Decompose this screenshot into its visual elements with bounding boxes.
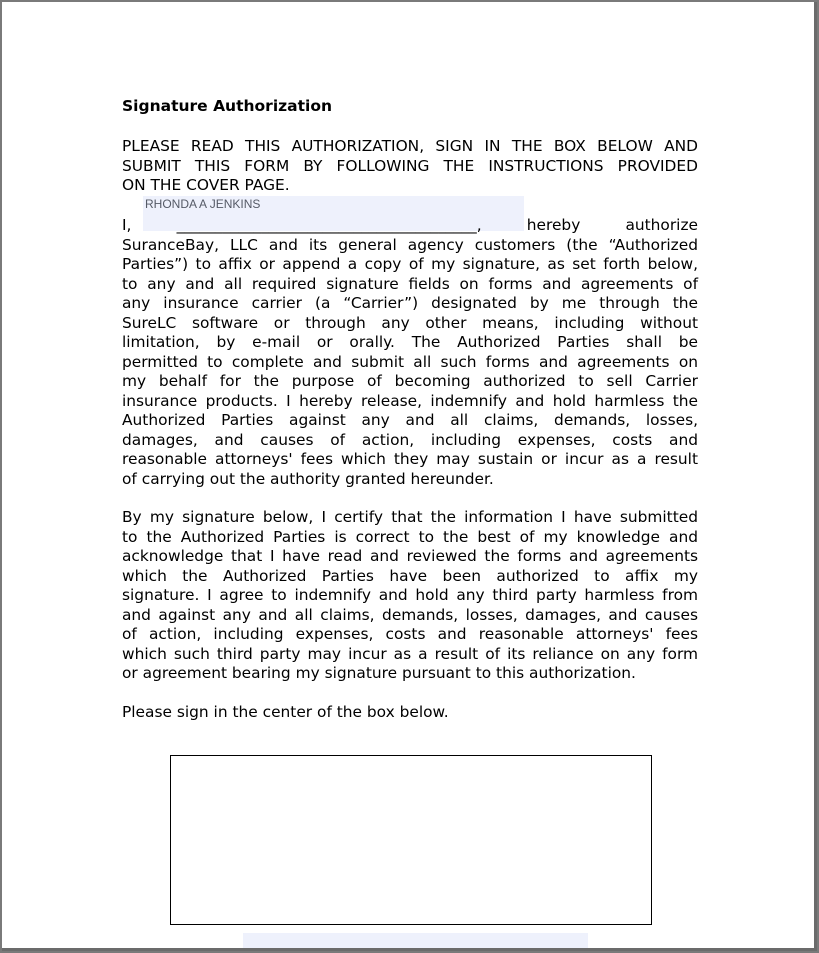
- text-line: SUBMIT THIS FORM BY FOLLOWING THE INSTRUCTIONS PROVIDED: [122, 156, 698, 175]
- text-line: Parties”) to affix or append a copy of my signature, as set forth below,: [122, 255, 698, 273]
- signature-box[interactable]: [170, 755, 652, 925]
- text-line: SureLC software or through any other means, including without: [122, 313, 698, 332]
- text-line: SuranceBay, LLC and its general agency customers (the “Authorized: [122, 235, 698, 254]
- text-line: which such third party may incur as a result of its reliance on any form: [122, 644, 698, 663]
- text-line: signature. I agree to indemnify and hold any third party harmless from: [122, 586, 698, 604]
- text-line: limitation, by e-mail or orally. The Authorized Parties shall be: [122, 333, 698, 351]
- text-line: my behalf for the purpose of becoming authorized to sell Carrier: [122, 372, 698, 390]
- instructions-paragraph: [122, 137, 698, 196]
- text-line: I, _______________________________________, hereby authorize: [122, 216, 698, 234]
- text-line: permitted to complete and submit all such forms and agreements on: [122, 352, 698, 371]
- document-title: Signature Authorization: [122, 97, 333, 115]
- text-line: Please sign in the center of the box below.: [122, 703, 449, 721]
- date-input-field[interactable]: [243, 933, 588, 951]
- text-line: of action, including expenses, costs and reasonable attorneys' fees: [122, 625, 698, 643]
- text-line: ON THE COVER PAGE.: [122, 176, 290, 194]
- text-line: which the Authorized Parties have been authorized to affix my: [122, 566, 698, 585]
- text-line: PLEASE READ THIS AUTHORIZATION, SIGN IN THE BOX BELOW AND: [122, 137, 698, 155]
- text-line: By my signature below, I certify that the information I have submitted: [122, 508, 698, 526]
- text-line: to the Authorized Parties is correct to the best of my knowledge and: [122, 527, 698, 546]
- certification-paragraph: [122, 508, 698, 684]
- text-line: and against any and all claims, demands, losses, damages, and causes: [122, 605, 698, 624]
- text-line: insurance products. I hereby release, indemnify and hold harmless the: [122, 391, 698, 410]
- text-line: of carrying out the authority granted hereunder.: [122, 469, 494, 488]
- document-page: [2, 2, 817, 951]
- text-line: any insurance carrier (a “Carrier”) designated by me through the: [122, 294, 698, 312]
- text-line: acknowledge that I have read and reviewed the forms and agreements: [122, 547, 698, 565]
- text-line: Authorized Parties against any and all claims, demands, losses,: [122, 411, 698, 429]
- sign-prompt: [122, 703, 698, 723]
- text-line: or agreement bearing my signature pursuant to this authorization.: [122, 664, 636, 682]
- text-line: to any and all required signature fields on forms and agreements of: [122, 274, 698, 293]
- name-field-value[interactable]: RHONDA A JENKINS: [145, 197, 261, 211]
- text-line: damages, and causes of action, including expenses, costs and: [122, 430, 698, 449]
- authorization-paragraph: [122, 216, 698, 489]
- text-line: reasonable attorneys' fees which they may sustain or incur as a result: [122, 450, 698, 468]
